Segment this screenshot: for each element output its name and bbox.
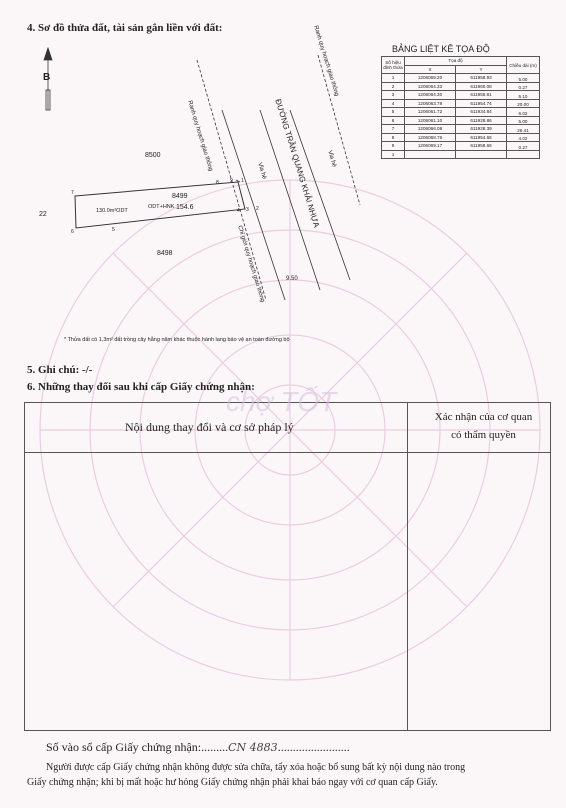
coord-cell-no: 6: [382, 116, 405, 125]
north-label: B: [43, 72, 51, 83]
coord-cell-length: 4.02: [507, 133, 540, 142]
sidewalk-left: Vỉa hè: [256, 162, 267, 181]
coord-cell-length: [507, 150, 540, 159]
coord-cell-x: 1206066.08: [405, 125, 456, 134]
coord-cell-y: 611960.08: [456, 82, 507, 91]
point-6: 6: [71, 229, 74, 235]
coord-table-wrap: [381, 56, 540, 159]
parcel-number: 8499: [172, 193, 188, 200]
coord-cell-no: 4: [382, 99, 405, 108]
coord-row: [382, 133, 540, 142]
th-point: Số hiệu đỉnh thửa: [382, 57, 405, 74]
road-width: 9.50: [286, 276, 298, 282]
register-dots-2: ........................: [277, 740, 350, 754]
coord-cell-y: [456, 150, 507, 159]
map-footnote: * Thửa đất có 1,3m² đất trồng cây hằng năm khác thuộc hành lang bảo vệ an toàn đường bộ: [64, 337, 290, 343]
coord-cell-no: 3: [382, 91, 405, 100]
dim-8: 8: [216, 180, 219, 186]
changes-table: [24, 402, 551, 731]
coord-cell-y: 611928.39: [456, 125, 507, 134]
planning-line-label-right: Ranh quy hoạch giao thông: [312, 25, 340, 97]
neighbor-left: 22: [39, 211, 47, 218]
footer-note-1: Người được cấp Giấy chứng nhận không được sửa chữa, tẩy xóa hoặc bổ sung bất kỳ nội dung nào trong: [46, 762, 466, 773]
coord-cell-length: 5.10: [507, 91, 540, 100]
point-7: 7: [71, 190, 74, 196]
coord-cell-no: 7: [382, 125, 405, 134]
coord-cell-no: 1: [382, 150, 405, 159]
section-6-title: 6. Những thay đổi sau khi cấp Giấy chứng nhận:: [27, 381, 255, 393]
point-2: 2: [256, 206, 259, 212]
coord-cell-y: 611954.74: [456, 99, 507, 108]
point-1: 1: [241, 178, 244, 184]
th-coord: Tọa độ: [405, 57, 507, 66]
coord-cell-no: 8: [382, 133, 405, 142]
coord-row: [382, 142, 540, 151]
register-label: Số vào sổ cấp Giấy chứng nhận:: [46, 740, 202, 754]
sidewalk-right: Vỉa hè: [326, 150, 337, 169]
coord-cell-length: 5.00: [507, 74, 540, 83]
planning-line-label-left: Ranh quy hoạch giao thông: [186, 100, 214, 172]
point-4: 4: [237, 208, 240, 214]
coord-cell-x: 1206064.30: [405, 91, 456, 100]
coord-cell-y: 611958.66: [456, 142, 507, 151]
coord-cell-y: 611934.84: [456, 108, 507, 117]
coord-cell-y: 611958.93: [456, 74, 507, 83]
point-9: 9: [230, 178, 233, 184]
dim-5: 5: [112, 227, 115, 233]
coord-cell-length: 0.27: [507, 142, 540, 151]
footer-note-2: Giấy chứng nhận; khi bị mất hoặc hư hỏng Giấy chứng nhận phải khai báo ngay với cơ quan cấp Giấy.: [27, 777, 438, 788]
boundary-label: Chỉ giới quy hoạch giao thông: [236, 225, 266, 303]
th-side: Chiều dài (m): [507, 57, 540, 74]
coord-cell-x: 1206068.76: [405, 133, 456, 142]
area-note: 130.0m²ODT: [96, 208, 128, 214]
coord-row: [382, 108, 540, 117]
coord-cell-length: 26.41: [507, 125, 540, 134]
coord-cell-x: 1206069.17: [405, 142, 456, 151]
coord-cell-y: 611954.66: [456, 133, 507, 142]
coord-row: [382, 150, 540, 159]
coord-cell-length: 20.00: [507, 99, 540, 108]
th-x: X: [405, 65, 456, 74]
coord-cell-length: 5.00: [507, 116, 540, 125]
coord-cell-x: 1206064.33: [405, 82, 456, 91]
coord-cell-length: 6.02: [507, 108, 540, 117]
coord-cell-length: 0.27: [507, 82, 540, 91]
neighbor-bottom: 8498: [157, 250, 173, 257]
coord-row: [382, 74, 540, 83]
coord-row: [382, 125, 540, 134]
coord-row: [382, 116, 540, 125]
parcel-area: 154.6: [176, 204, 194, 211]
changes-col2-header-line1: Xác nhận của cơ quan: [434, 411, 533, 423]
coord-cell-x: 1206061.72: [405, 108, 456, 117]
coord-cell-no: 1: [382, 74, 405, 83]
coord-row: [382, 91, 540, 100]
register-line: [46, 740, 350, 755]
coord-cell-x: 1206069.20: [405, 74, 456, 83]
coord-cell-x: 1206061.10: [405, 116, 456, 125]
parcel-use: ODT+HNK: [148, 204, 175, 210]
point-3: 3: [246, 207, 249, 213]
neighbor-top: 8500: [145, 152, 161, 159]
coord-cell-no: 2: [382, 82, 405, 91]
section-5-note: 5. Ghi chú: -/-: [27, 364, 93, 376]
coord-cell-x: [405, 150, 456, 159]
coord-table: [381, 56, 540, 159]
coord-table-title: BẢNG LIỆT KÊ TỌA ĐỘ: [392, 44, 490, 54]
coord-cell-x: 1206063.78: [405, 99, 456, 108]
th-y: Y: [456, 65, 507, 74]
coord-cell-no: 5: [382, 108, 405, 117]
street-name: ĐƯỜNG TRẦN QUANG KHẢI NHỰA: [273, 98, 322, 229]
chotot-watermark: chợ TỐT: [226, 386, 337, 417]
coord-cell-no: 9: [382, 142, 405, 151]
coord-row: [382, 82, 540, 91]
section-4-title: 4. Sơ đồ thửa đất, tài sản gắn liền với đất:: [27, 22, 223, 34]
register-value: CN 4883: [228, 741, 278, 754]
changes-col1-header: Nội dung thay đổi và cơ sở pháp lý: [125, 420, 294, 434]
changes-col2-header-line2: có thẩm quyền: [451, 429, 516, 441]
coord-row: [382, 99, 540, 108]
register-dots-1: .........: [201, 740, 229, 754]
coord-cell-y: 611959.81: [456, 91, 507, 100]
coord-cell-y: 611928.86: [456, 116, 507, 125]
